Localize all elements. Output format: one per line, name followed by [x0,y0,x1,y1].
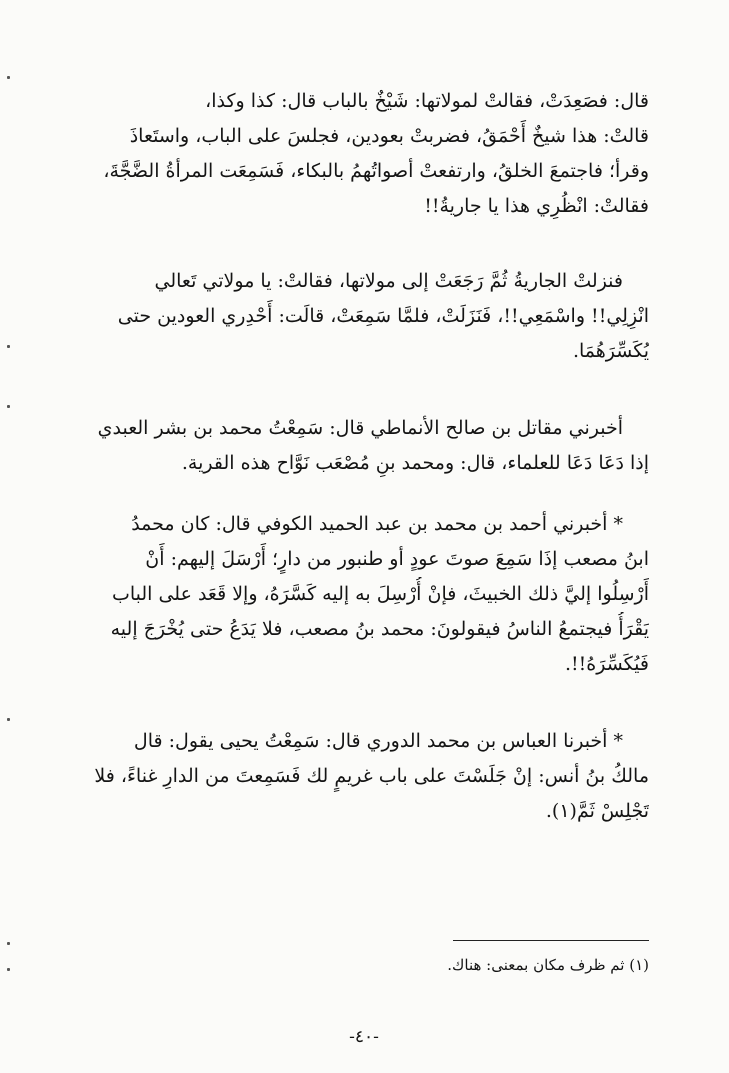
footnote: (١) ثم ظرف مكان بمعنى: هناك. [447,956,649,974]
paragraph-line: وقرأ؛ فاجتمعَ الخلقُ، وارتفعتْ أصواتُهمُ بالبكاء، فَسَمِعَت المرأةُ الضَّجَّةَ، [103,160,649,182]
paragraph-line: أخبرني مقاتل بن صالح الأنماطي قال: سَمِعْتُ محمد بن بشر العبدي [97,417,623,439]
paragraph-line: إذا دَعَا دَعَا للعلماء، قال: ومحمد بنِ مُصْعَب نَوَّاح هذه القرية. [181,452,649,474]
paragraph-1 [78,84,649,224]
paragraph-5 [78,724,649,829]
footnote-divider [453,940,649,941]
scan-speck [7,718,10,721]
paragraph-line: * أخبرني أحمد بن محمد بن عبد الحميد الكوفي قال: كان محمدُ [131,513,623,535]
scan-speck [7,76,10,79]
paragraph-line: فنزلتْ الجاريةُ ثُمَّ رَجَعَتْ إلى مولاتها، فقالتْ: يا مولاتي تَعالي [154,270,623,292]
paragraph-line: يَقْرَأُ فيجتمعُ الناسُ فيقولونَ: محمد بنُ مصعب، فلا يَدَعُ حتى يُخْرَجَ إليه [110,618,649,640]
paragraph-line: فقالتْ: انْظُرِي هذا يا جاريةُ!! [424,195,649,217]
scan-speck [7,942,10,945]
paragraph-line: تَجْلِسْ ثَمَّ(١). [545,800,649,822]
paragraph-3 [78,411,649,481]
paragraph-line: ابنُ مصعب إذَا سَمِعَ صوتَ عودٍ أو طنبور من دارٍ؛ أَرْسَلَ إليهم: أَنْ [145,548,649,570]
paragraph-line: فَيُكَسِّرَهُ!!. [564,653,649,675]
paragraph-line: يُكَسِّرَهُمَا. [572,340,649,362]
paragraph-line: مالكُ بنُ أنس: إنْ جَلَسْتَ على باب غريمٍ لك فَسَمِعتَ من الدارِ غناءً، فلا [94,765,649,787]
page-number: -٤٠- [349,1027,379,1047]
paragraph-line: أَرْسِلُوا إليَّ ذلك الخبيثَ، فإنْ أُرْسِلَ به إليه كَسَّرَهُ، وإلا قَعَد على الباب [111,583,649,605]
paragraph-line: قالتْ: هذا شيخٌ أَحْمَقُ، فضربتْ بعودين، فجلسَ على الباب، واستَعاذَ [129,125,649,147]
scan-speck [7,968,10,971]
paragraph-2 [78,264,649,369]
scan-speck [7,405,10,408]
paragraph-line: انْزِلِي!! واسْمَعِي!!، فَنَزَلَتْ، فلمَّا سَمِعَتْ، قالَت: أَحْدِري العودين حتى [117,305,649,327]
scan-speck [7,345,10,348]
paragraph-line: * أخبرنا العباس بن محمد الدوري قال: سَمِعْتُ يحيى يقول: قال [133,730,623,752]
paragraph-4 [78,507,649,682]
paragraph-line: قال: فصَعِدَتْ، فقالتْ لمولاتها: شَيْخٌ بالباب قال: كذا وكذا، [205,90,649,112]
